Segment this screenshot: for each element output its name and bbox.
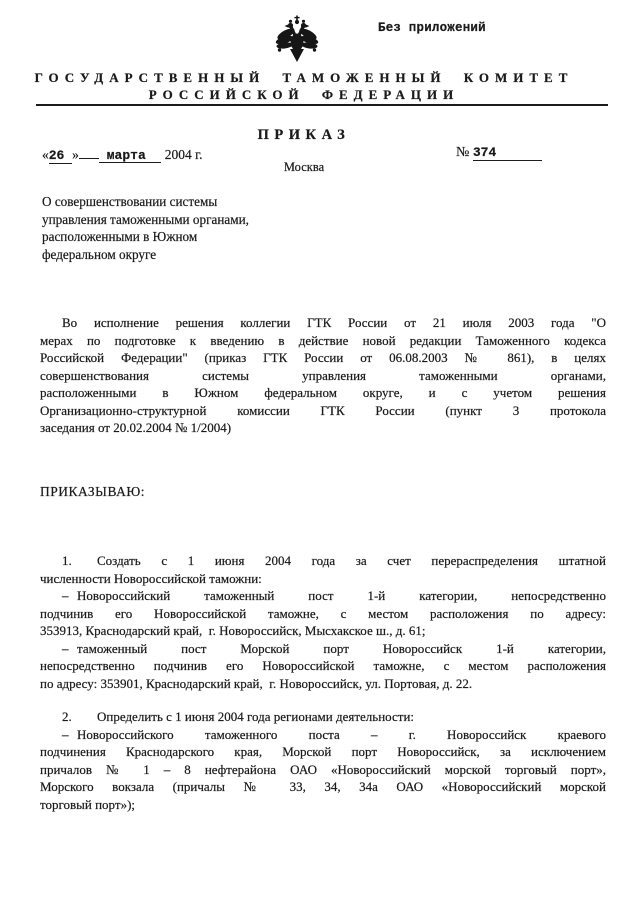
quote-close: » [72,147,79,162]
text-line: Российской Федерации" (приказ ГТК России от 06.08.2003 № 861), в целях [40,350,606,365]
order-number-field: 374 [473,145,542,161]
text-line: причалов № 1 – 8 нефтерайона ОАО «Новороссийский морской торговый порт», [40,761,606,777]
text-line: заседания от 20.02.2004 № 1/2004) [40,420,232,435]
text-line: расположенными в Южном федеральном округе, и с учетом решения [40,385,606,400]
text-line: – Новороссийский таможенный пост 1-й категории, непосредственно [62,588,606,603]
text-line: мерах по подготовке к введению в действие новой редакции Таможенного кодекса [40,332,606,348]
text-line: – Новороссийского таможенного поста – г. Новороссийск краевого [62,726,606,742]
text-line: непосредственно подчинив его Новороссийской таможне, с местом расположения [40,658,606,673]
text-line: Организационно-структурной комиссии ГТК России (пункт 3 протокола [40,402,606,418]
text-line: 1. Создать с 1 июня 2004 года за счет перераспределения штатной [62,553,606,568]
order-item-2 [40,708,606,813]
organization-line1: ГОСУДАРСТВЕННЫЙ ТАМОЖЕННЫЙ КОМИТЕТ [34,70,574,85]
date-blank-line [79,146,99,159]
organization-name [0,70,608,103]
subject-block [42,194,249,264]
number-sign: № [456,145,470,160]
document-title: ПРИКАЗ [257,127,351,143]
coat-of-arms-icon [275,15,319,65]
text-line: совершенствования системы управления таможенными органами, [40,367,606,383]
text-line: 2. Определить с 1 июня 2004 года регионами деятельности: [62,709,415,724]
text-line: 353913, Краснодарский край, г. Новороссийск, Мысхакское ш., д. 61; [40,623,426,638]
text-line: торговый порт»); [40,796,136,812]
list-marker: 2. [62,709,72,724]
text-line: подчинения Краснодарского края, Морской порт Новороссийск, за исключением [40,744,606,759]
header-divider [36,104,608,106]
list-marker: – [62,726,69,742]
list-marker: – [62,588,69,603]
date-day-field: 26 [49,148,72,164]
date-month-field: марта [99,147,161,163]
text-line: – таможенный пост Морской порт Новороссийск 1-й категории, [62,640,606,656]
list-marker: 1. [62,553,72,568]
text-line: федеральном округе [42,246,157,262]
organization-line2: РОССИЙСКОЙ ФЕДЕРАЦИИ [148,86,460,102]
no-attachments-stamp: Без приложений [378,21,486,35]
order-number-line [456,144,542,161]
order-item-1 [40,552,606,692]
text-line: подчинив его Новороссийской таможне, с местом расположения по адресу: [40,605,606,621]
quote-open: « [42,147,49,162]
text-line: по адресу: 353901, Краснодарский край, г. Новороссийск, ул. Портовая, д. 22. [40,675,473,691]
city-label: Москва [283,160,325,174]
list-marker: – [62,640,69,656]
date-year: 2004 г. [164,147,203,162]
resolution-word: ПРИКАЗЫВАЮ: [40,484,145,499]
text-line: Морского вокзала (причалы № 33, 34, 34а ОАО «Новороссийский морской [40,779,606,794]
preamble-paragraph [40,314,606,437]
text-line: численности Новороссийской таможни: [40,570,262,586]
text-line: Во исполнение решения коллегии ГТК России от 21 июля 2003 года "О [62,315,606,330]
text-line: управления таможенными органами, [42,211,249,227]
text-line: расположенными в Южном [42,229,198,244]
text-line: О совершенствовании системы [42,194,218,209]
